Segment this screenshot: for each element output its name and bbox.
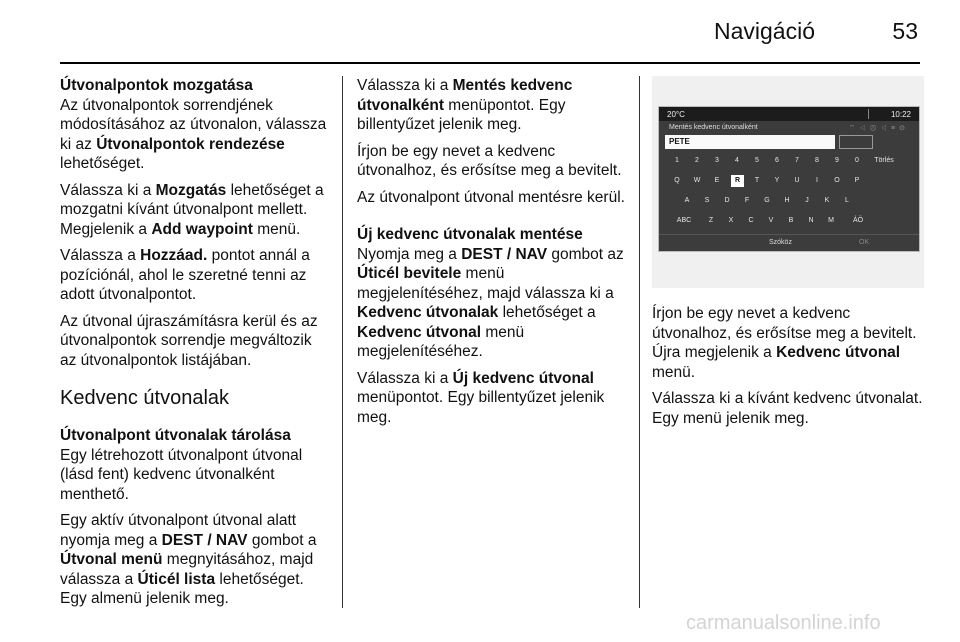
keyboard-key[interactable]: S [704,197,710,204]
paragraph: Egy aktív útvonalpont útvonal alatt nyomja meg a DEST / NAV gombot a Útvonal menü megnyitásához, majd válassza a Úticél lista lehetőséget. Egy almenü jelenik meg. [60,512,317,607]
paragraph: Egy létrehozott útvonalpont útvonal (lásd fent) kedvenc útvonalként menthető. [60,446,303,503]
keyboard-key[interactable]: 0 [855,157,859,164]
section-heading: Kedvenc útvonalak [60,387,230,409]
keyboard-key[interactable]: Törlés [874,157,894,164]
keyboard-key[interactable]: ABC [676,217,692,224]
keyboard-key[interactable]: R [731,175,744,187]
paragraph: Írjon be egy nevet a kedvenc útvonalhoz, és erősítse meg a bevitelt. [357,142,622,179]
infotainment-screen [658,106,920,252]
paragraph: Válassza ki a Új kedvenc útvonal menüpontot. Egy billentyűzet jelenik meg. [357,369,605,426]
space-key[interactable]: Szóköz [769,239,792,246]
keyboard-key[interactable]: E [714,177,720,184]
status-icons: ⌔◁⊗◁≡⊙ [848,125,909,132]
keyboard-key[interactable]: M [828,217,834,224]
keyboard-key[interactable]: 6 [775,157,779,164]
keyboard-key[interactable]: L [845,197,849,204]
paragraph: Válassza a Hozzáad. pontot annál a pozíciónál, ahol le szeretné tenni az adott útvonalpontot. [60,247,310,303]
keyboard-key[interactable]: 5 [755,157,759,164]
keyboard-row-3 [659,215,919,227]
paragraph: Válassza ki a Mentés kedvenc útvonalként menüpontot. Egy billentyűzet jelenik meg. [357,77,573,133]
keyboard-key[interactable]: A [684,197,690,204]
screenshot-figure [652,76,924,288]
subheading: Új kedvenc útvonalak mentése [357,226,583,243]
keyboard-key[interactable]: J [805,197,809,204]
column-divider [639,76,640,608]
ok-key[interactable]: OK [859,239,870,246]
column-middle [357,76,629,434]
keyboard-key[interactable]: V [768,217,774,224]
screen-title: Mentés kedvenc útvonalként [669,124,758,131]
temperature: 20°C [667,110,685,119]
keyboard-key[interactable]: K [824,197,830,204]
column-left [60,76,332,616]
watermark: carmanualsonline.info [686,612,881,634]
keyboard-key[interactable]: Z [708,217,714,224]
clock: 10:22 [890,110,911,119]
keyboard-key[interactable]: 8 [815,157,819,164]
keyboard-key[interactable]: X [728,217,734,224]
column-right [652,304,924,435]
keyboard-key[interactable]: N [808,217,814,224]
paragraph: Az útvonalpontok sorrendjének módosításához az útvonalon, válassza ki az Útvonalpontok rendezése lehetőséget. [60,96,327,172]
page-header [60,0,920,64]
keyboard-key[interactable]: G [764,197,770,204]
keyboard-key[interactable]: I [816,177,818,184]
keyboard-key[interactable]: U [794,177,800,184]
keyboard-key[interactable]: D [724,197,730,204]
keyboard-key[interactable]: 7 [795,157,799,164]
keyboard-key[interactable]: Y [774,177,780,184]
keyboard-key[interactable]: T [754,177,760,184]
keyboard-key[interactable]: C [748,217,754,224]
name-input[interactable]: PETE [665,135,835,149]
header-title: Navigáció [714,18,815,44]
keyboard-key[interactable]: O [834,177,840,184]
divider [868,109,869,119]
keyboard-key[interactable]: P [854,177,860,184]
keyboard-bottom-bar [659,234,919,251]
input-extra-box [839,135,873,149]
paragraph: Nyomja meg a DEST / NAV gombot az Úticél bevitele menü megjelenítéséhez, majd válassza ki a Kedvenc útvonalak lehetőséget a Kedvenc útvonal menü megjelenítéséhez. [357,245,624,360]
paragraph: Írjon be egy nevet a kedvenc útvonalhoz, és erősítse meg a bevitelt. Újra megjelenik a Kedvenc útvonal menü. [652,305,917,381]
keyboard-key[interactable]: 4 [735,157,739,164]
keyboard-key[interactable]: B [788,217,794,224]
keyboard-key[interactable]: F [744,197,750,204]
keyboard-row-numbers [659,155,919,167]
page-number: 53 [892,18,918,44]
subheading: Útvonalpont útvonalak tárolása [60,427,291,444]
keyboard-row-1 [659,175,919,187]
status-bar [659,107,919,121]
paragraph: Az útvonal újraszámításra kerül és az útvonalpontok sorrendje megváltozik az útvonalpontok listájában. [60,312,318,369]
paragraph: Válassza ki a kívánt kedvenc útvonalat. Egy menü jelenik meg. [652,390,923,427]
keyboard-row-2 [659,195,919,207]
keyboard-key[interactable]: Q [674,177,680,184]
column-divider [342,76,343,608]
paragraph: Az útvonalpont útvonal mentésre kerül. [357,188,625,206]
keyboard-key[interactable]: 9 [835,157,839,164]
keyboard-key[interactable]: W [693,177,701,184]
subheading: Útvonalpontok mozgatása [60,77,253,94]
keyboard-key[interactable]: H [784,197,790,204]
keyboard-key[interactable]: 2 [695,157,699,164]
keyboard-key[interactable]: ÁÖ [852,217,864,224]
keyboard-key[interactable]: 3 [715,157,719,164]
keyboard-key[interactable]: 1 [675,157,679,164]
paragraph: Válassza ki a Mozgatás lehetőséget a mozgatni kívánt útvonalpont mellett. Megjelenik a Add waypoint menü. [60,181,324,238]
